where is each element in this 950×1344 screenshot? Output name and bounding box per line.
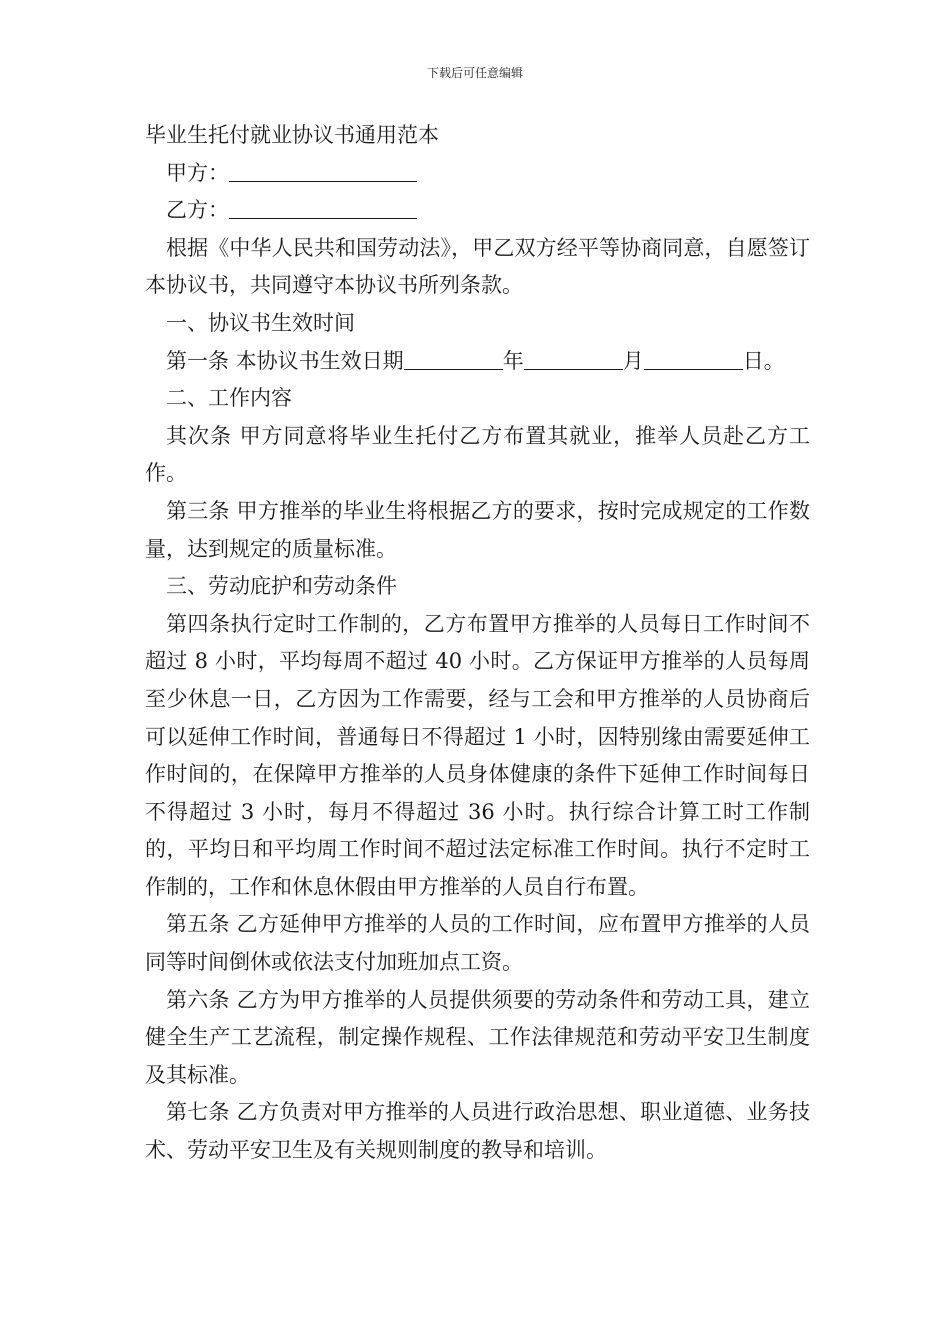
year-blank[interactable] xyxy=(404,349,503,370)
document-title: 毕业生托付就业协议书通用范本 xyxy=(145,123,439,147)
month-blank[interactable] xyxy=(524,349,623,370)
page-header: 下载后可任意编辑 xyxy=(426,66,523,80)
document-body xyxy=(145,117,810,1170)
party-a-line xyxy=(145,155,810,193)
party-b-label: 乙方： xyxy=(166,198,229,223)
party-b-line xyxy=(145,192,810,230)
article-1-text: 第一条 本协议书生效日期 xyxy=(166,348,404,373)
party-a-blank[interactable] xyxy=(229,161,417,182)
article-1 xyxy=(145,343,810,381)
article-5: 第五条 乙方延伸甲方推举的人员的工作时间，应布置甲方推举的人员同等时间倒休或依法支付加班加点工资。 xyxy=(145,912,810,975)
article-2: 其次条 甲方同意将毕业生托付乙方布置其就业，推举人员赴乙方工作。 xyxy=(145,423,810,486)
month-label: 月 xyxy=(622,348,644,373)
day-label: 日。 xyxy=(742,348,785,373)
section-2-heading: 二、工作内容 xyxy=(166,386,292,411)
party-b-blank[interactable] xyxy=(229,198,417,219)
section-1-heading: 一、协议书生效时间 xyxy=(166,310,355,335)
day-blank[interactable] xyxy=(644,349,743,370)
party-a-label: 甲方： xyxy=(166,160,229,185)
preamble-paragraph: 根据《中华人民共和国劳动法》，甲乙双方经平等协商同意，自愿签订本协议书，共同遵守本协议书所列条款。 xyxy=(145,235,810,298)
article-3: 第三条 甲方推举的毕业生将根据乙方的要求，按时完成规定的工作数量，达到规定的质量标准。 xyxy=(145,498,810,561)
article-7: 第七条 乙方负责对甲方推举的人员进行政治思想、职业道德、业务技术、劳动平安卫生及有关规则制度的教导和培训。 xyxy=(145,1100,810,1163)
article-4: 第四条执行定时工作制的，乙方布置甲方推举的人员每日工作时间不超过 8 小时，平均每周不超过 40 小时。乙方保证甲方推举的人员每周至少休息一日，乙方因为工作需要，经与工会和甲方推举的人员协商后可以延伸工作时间，普通每日不得超过 1 小时，因特别缘由需要延伸工作时间的，在保障甲方推举的人员身体健康的条件下延伸工作时间每日不得超过 3 小时，每月不得超过 36 小时。执行综合计算工时工作制的，平均日和平均周工作时间不超过法定标准工作时间。执行不定时工作制的，工作和休息休假由甲方推举的人员自行布置。 xyxy=(145,611,810,899)
year-label: 年 xyxy=(502,348,524,373)
section-3-heading: 三、劳动庇护和劳动条件 xyxy=(166,574,397,599)
article-6: 第六条 乙方为甲方推举的人员提供须要的劳动条件和劳动工具，建立健全生产工艺流程，制定操作规程、工作法律规范和劳动平安卫生制度及其标准。 xyxy=(145,987,810,1087)
